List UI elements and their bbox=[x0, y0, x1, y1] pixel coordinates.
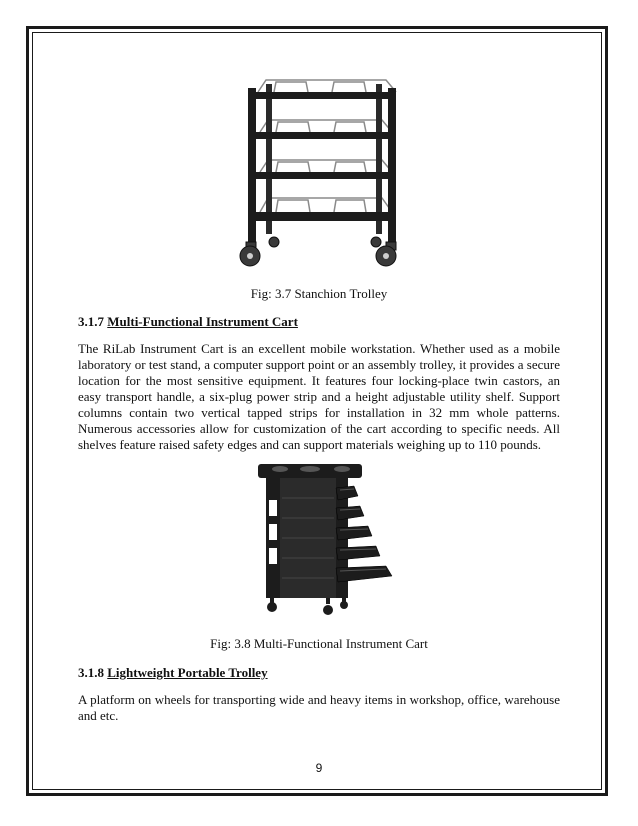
stanchion-trolley-image bbox=[236, 76, 408, 270]
page-number: 9 bbox=[315, 761, 323, 775]
figure-caption-3-8: Fig: 3.8 Multi-Functional Instrument Cart bbox=[210, 636, 428, 651]
section-title: Multi-Functional Instrument Cart bbox=[107, 314, 298, 329]
section-heading-3-1-7 bbox=[78, 314, 298, 330]
section-title: Lightweight Portable Trolley bbox=[107, 665, 268, 680]
section-body-3-1-7: The RiLab Instrument Cart is an excellent mobile workstation. Whether used as a mobile laboratory or test stand, a computer support point or an assembly trolley, it provides a secure location for the most sensitive equipment. It features four locking-place twin castors, an easy transport handle, a six-plug power strip and a height adjustable utility shelf. Support columns contain two vertical tapped strips for installation in 32 mm whole patterns. Numerous accessories allow for customization of the cart according to specific needs. All shelves feature raised safety edges and can support materials weighing up to 110 pounds. bbox=[78, 341, 560, 452]
section-number: 3.1.7 bbox=[78, 314, 104, 329]
section-body-3-1-8: A platform on wheels for transporting wide and heavy items in workshop, office, warehouse and etc. bbox=[78, 692, 560, 723]
instrument-cart-image bbox=[252, 460, 398, 620]
figure-caption-3-7: Fig: 3.7 Stanchion Trolley bbox=[250, 286, 388, 301]
section-heading-3-1-8 bbox=[78, 665, 268, 681]
section-number: 3.1.8 bbox=[78, 665, 104, 680]
